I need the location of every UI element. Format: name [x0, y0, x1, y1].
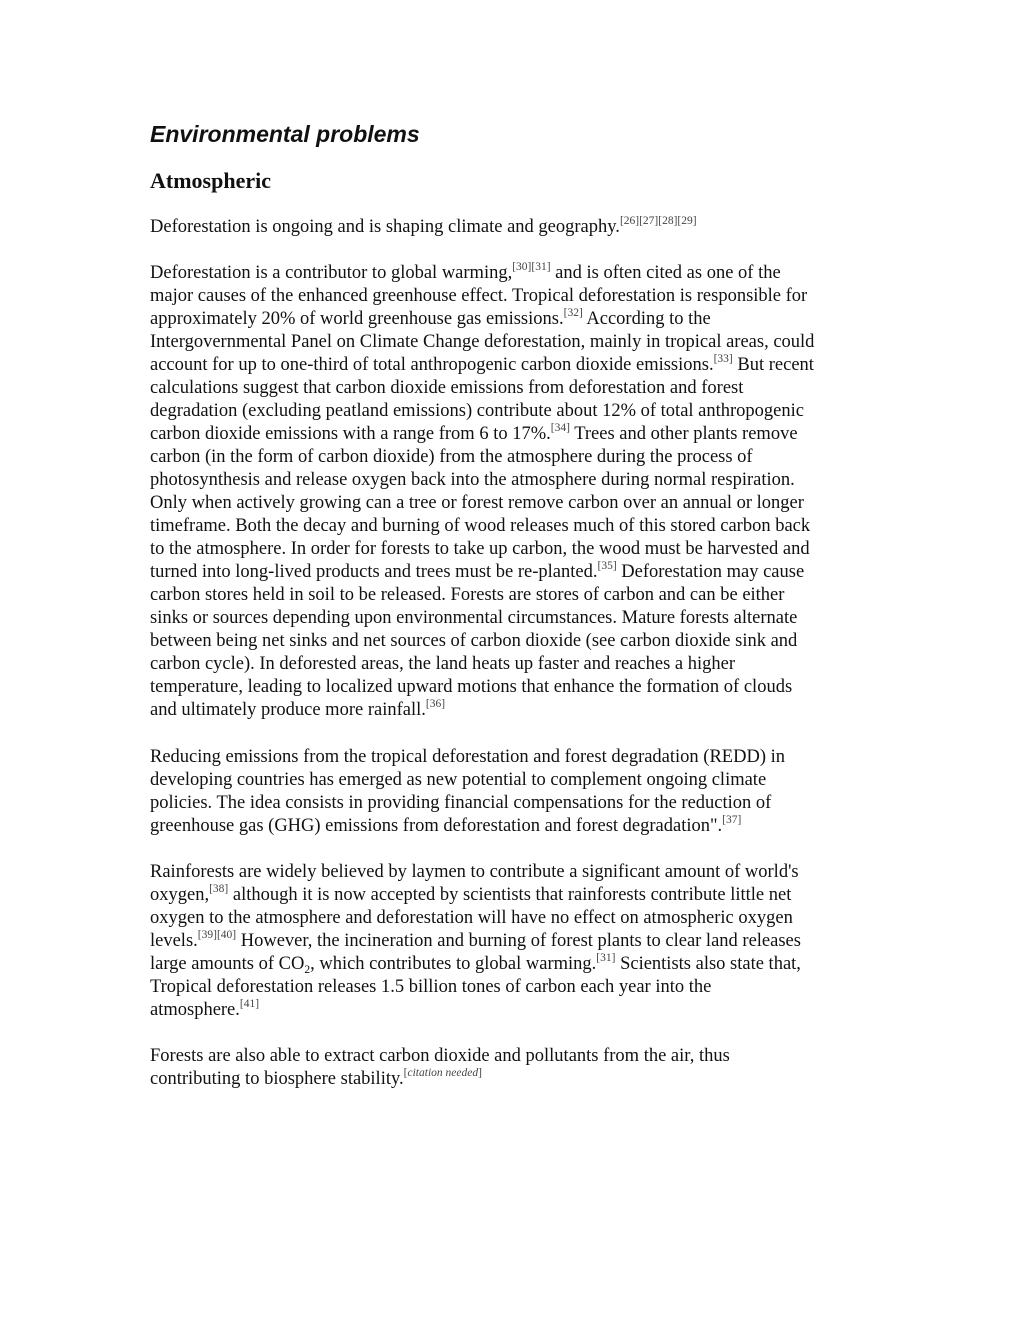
text: Scientists also state that,	[615, 954, 801, 974]
citation[interactable]: [38]	[209, 883, 229, 895]
citation[interactable]: [34]	[550, 422, 570, 434]
p2-line-20	[150, 699, 885, 722]
citation[interactable]: [35]	[597, 560, 617, 572]
text: According to the	[582, 309, 711, 329]
text: and ultimately produce more rainfall.	[150, 700, 426, 720]
p2-line-17: between being net sinks and net sources of carbon dioxide (see carbon dioxide sink and	[150, 631, 798, 651]
text: greenhouse gas (GHG) emissions from deforestation and forest degradation".	[150, 816, 723, 836]
text: atmosphere.	[150, 1000, 240, 1020]
paragraph-3	[150, 746, 885, 838]
citation[interactable]: [31]	[596, 952, 616, 964]
paragraph-1	[150, 216, 885, 239]
p4-line-3: oxygen to the atmosphere and deforestation will have no effect on atmospheric oxygen	[150, 908, 793, 928]
p2-line-10: photosynthesis and release oxygen back into the atmosphere during normal respiration.	[150, 470, 795, 490]
p4-line-7	[150, 999, 885, 1022]
text: Deforestation is a contributor to global warming,	[150, 263, 513, 283]
p2-line-19: temperature, leading to localized upward motions that enhance the formation of clouds	[150, 677, 793, 697]
text: account for up to one-third of total anthropogenic carbon dioxide emissions.	[150, 355, 714, 375]
subscript: 2	[304, 964, 311, 976]
p2-line-9: carbon (in the form of carbon dioxide) from the atmosphere during the process of	[150, 447, 753, 467]
p3-line-1: Reducing emissions from the tropical deforestation and forest degradation (REDD) in	[150, 747, 785, 767]
p2-line-1	[150, 262, 885, 285]
p1-line-1	[150, 216, 885, 239]
p3-line-3: policies. The idea consists in providing financial compensations for the reduction of	[150, 793, 772, 813]
p3-line-4	[150, 815, 885, 838]
p2-line-6: calculations suggest that carbon dioxide emissions from deforestation and forest	[150, 378, 744, 398]
p2-line-11: Only when actively growing can a tree or forest remove carbon over an annual or longer	[150, 493, 804, 513]
text: Trees and other plants remove	[569, 424, 798, 444]
text: oxygen,	[150, 885, 210, 905]
p2-line-8	[150, 423, 885, 446]
p2-line-16: sinks or sources depending upon environmental circumstances. Mature forests alternate	[150, 608, 798, 628]
p2-line-2: major causes of the enhanced greenhouse effect. Tropical deforestation is responsible for	[150, 286, 808, 306]
text: Deforestation may cause	[616, 562, 805, 582]
text: However, the incineration and burning of forest plants to clear land releases	[236, 931, 801, 951]
p4-line-2	[150, 884, 885, 907]
citation[interactable]: [26][27][28][29]	[619, 215, 697, 227]
p3-line-2: developing countries has emerged as new potential to complement ongoing climate	[150, 770, 767, 790]
paragraph-4	[150, 861, 885, 1022]
text: , which contributes to global warming.	[310, 954, 597, 974]
citation[interactable]: [33]	[713, 353, 733, 365]
citation[interactable]: [39][40]	[197, 929, 237, 941]
citation[interactable]: [37]	[722, 814, 742, 826]
citation-needed[interactable]	[404, 1067, 482, 1079]
p2-line-18: carbon cycle). In deforested areas, the land heats up faster and reaches a higher	[150, 654, 736, 674]
p2-line-7: degradation (excluding peatland emissions) contribute about 12% of total anthropogenic	[150, 401, 804, 421]
p2-line-13: to the atmosphere. In order for forests to take up carbon, the wood must be harvested and	[150, 539, 810, 559]
citation[interactable]: [30][31]	[512, 261, 551, 273]
p2-line-3	[150, 308, 885, 331]
bracket: ]	[478, 1067, 482, 1079]
p4-line-6: Tropical deforestation releases 1.5 billion tones of carbon each year into the	[150, 977, 712, 997]
text: large amounts of CO	[150, 954, 305, 974]
text: and is often cited as one of the	[550, 263, 781, 283]
text: contributing to biosphere stability.	[150, 1069, 404, 1089]
text: carbon dioxide emissions with a range from 6 to 17%.	[150, 424, 551, 444]
p2-line-14	[150, 561, 885, 584]
citation[interactable]: [32]	[563, 307, 583, 319]
text: But recent	[732, 355, 814, 375]
paragraph-5	[150, 1045, 885, 1091]
subsection-heading: Atmospheric	[150, 168, 271, 193]
text: approximately 20% of world greenhouse gas emissions.	[150, 309, 564, 329]
p4-line-4	[150, 930, 885, 953]
citation-needed-text: citation needed	[407, 1067, 479, 1079]
p4-line-1: Rainforests are widely believed by laymen to contribute a significant amount of world's	[150, 862, 799, 882]
p2-line-5	[150, 354, 885, 377]
p5-line-2	[150, 1068, 885, 1091]
text: although it is now accepted by scientists that rainforests contribute little net	[228, 885, 792, 905]
citation[interactable]: [41]	[239, 998, 260, 1010]
text: Deforestation is ongoing and is shaping climate and geography.	[150, 217, 620, 237]
section-heading: Environmental problems	[150, 121, 420, 147]
p2-line-12: timeframe. Both the decay and burning of wood releases much of this stored carbon back	[150, 516, 811, 536]
citation[interactable]: [36]	[425, 698, 446, 710]
p2-line-4: Intergovernmental Panel on Climate Change deforestation, mainly in tropical areas, could	[150, 332, 815, 352]
bracket: [	[403, 1067, 408, 1079]
p4-line-5	[150, 953, 885, 976]
text: turned into long-lived products and trees must be re-planted.	[150, 562, 598, 582]
paragraph-2	[150, 262, 885, 722]
p5-line-1: Forests are also able to extract carbon dioxide and pollutants from the air, thus	[150, 1046, 730, 1066]
p2-line-15: carbon stores held in soil to be released. Forests are stores of carbon and can be either	[150, 585, 785, 605]
text: levels.	[150, 931, 198, 951]
